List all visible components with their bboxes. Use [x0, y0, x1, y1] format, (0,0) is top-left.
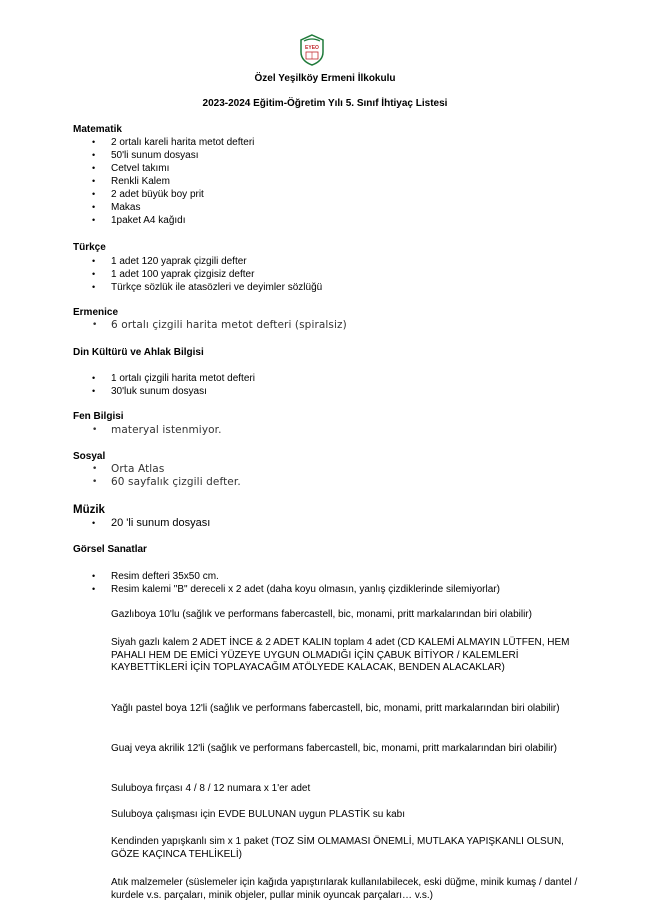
fen-list	[0, 424, 222, 437]
gorsel-paragraph: Kendinden yapışkanlı sim x 1 paket (TOZ SİM OLMAMASI ÖNEMLİ, MUTLAKA YAPIŞKANLI OLSUN, GÖZE KAÇINCA TEHLİKELİ)	[111, 836, 564, 860]
list-item: • 1 ortalı çizgili harita metot defteri	[0, 372, 255, 385]
gorsel-list	[0, 570, 500, 596]
school-logo	[299, 34, 325, 66]
muzik-list	[0, 517, 210, 530]
gorsel-paragraph: Yağlı pastel boya 12'li (sağlık ve performans fabercastell, bic, monami, pritt markalarından biri olabilir)	[111, 703, 560, 714]
section-title-ermenice: Ermenice	[73, 307, 119, 318]
gorsel-paragraph: Gazlıboya 10'lu (sağlık ve performans fabercastell, bic, monami, pritt markalarından biri olabilir)	[111, 609, 532, 620]
list-item: • materyal istenmiyor.	[0, 424, 222, 437]
gorsel-paragraph: Guaj veya akrilik 12'li (sağlık ve performans fabercastell, bic, monami, pritt markalarından biri olabilir)	[111, 743, 557, 754]
list-item: • 1paket A4 kağıdı	[0, 214, 254, 227]
list-item: • Türkçe sözlük ile atasözleri ve deyimler sözlüğü	[0, 281, 322, 294]
sosyal-list	[0, 463, 241, 489]
list-item: • 30'luk sunum dosyası	[0, 385, 255, 398]
school-name: Özel Yeşilköy Ermeni İlkokulu	[254, 73, 396, 84]
turkce-list	[0, 255, 322, 294]
din-list	[0, 372, 255, 398]
list-item: • Resim kalemi "B" dereceli x 2 adet (daha koyu olmasın, yanlış çizdiklerinde silemiyorlar)	[0, 583, 500, 596]
section-title-sosyal: Sosyal	[73, 451, 106, 462]
list-item: • 2 adet büyük boy prit	[0, 188, 254, 201]
svg-text:EYEO: EYEO	[305, 45, 319, 51]
section-title-gorsel: Görsel Sanatlar	[73, 544, 147, 555]
gorsel-paragraph: Suluboya fırçası 4 / 8 / 12 numara x 1'er adet	[111, 783, 311, 794]
list-item: • Makas	[0, 201, 254, 214]
list-item: • 6 ortalı çizgili harita metot defteri (spiralsiz)	[0, 319, 347, 332]
list-item: • Cetvel takımı	[0, 162, 254, 175]
section-title-matematik: Matematik	[73, 124, 122, 135]
list-item: • 50'li sunum dosyası	[0, 149, 254, 162]
list-item: • Orta Atlas	[0, 463, 241, 476]
section-title-turkce: Türkçe	[73, 242, 106, 253]
gorsel-paragraph: Suluboya çalışması için EVDE BULUNAN uygun PLASTİK su kabı	[111, 809, 406, 820]
section-title-din: Din Kültürü ve Ahlak Bilgisi	[73, 347, 204, 358]
list-item: • Renkli Kalem	[0, 175, 254, 188]
section-title-muzik: Müzik	[73, 504, 105, 516]
gorsel-paragraph: Atık malzemeler (süslemeler için kağıda yapıştırılarak kullanılabilecek, eski düğme, minik kumaş / dantel / kurdele v.s. parçaları, minik objeler, pullar minik oyuncak parçaları… v.s.)	[111, 877, 578, 901]
matematik-list	[0, 136, 254, 227]
list-item: • 60 sayfalık çizgili defter.	[0, 476, 241, 489]
list-title: 2023-2024 Eğitim-Öğretim Yılı 5. Sınıf İhtiyaç Listesi	[202, 98, 448, 109]
list-item: • 1 adet 120 yaprak çizgili defter	[0, 255, 322, 268]
section-title-fen: Fen Bilgisi	[73, 411, 124, 422]
list-item: • Resim defteri 35x50 cm.	[0, 570, 500, 583]
ermenice-list	[0, 319, 347, 332]
list-item: • 2 ortalı kareli harita metot defteri	[0, 136, 254, 149]
list-item: • 1 adet 100 yaprak çizgisiz defter	[0, 268, 322, 281]
list-item: • 20 'li sunum dosyası	[0, 517, 210, 530]
gorsel-paragraph: Siyah gazlı kalem 2 ADET İNCE & 2 ADET KALIN toplam 4 adet (CD KALEMİ ALMAYIN LÜTFEN, HEM PAHALI HEM DE EMİCİ YÜZEYE UYGUN OLMADIĞI İÇİN ÇABUK BİTİYOR / KALEMLERİ KAYBETTİKLERİ İÇİN TOPLAYACAĞIM ATÖLYEDE KALACAK, BENDEN ALACAKLAR)	[111, 637, 570, 673]
